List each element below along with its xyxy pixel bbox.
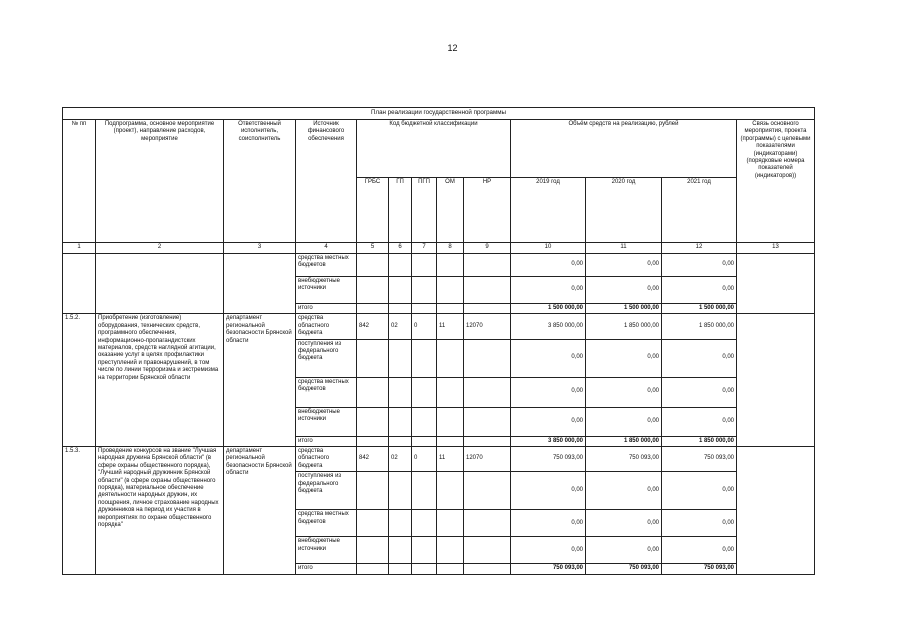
header-subprogram: Подпрограмма, основное мероприятие (проект), направление расходов, мероприятие <box>96 120 224 243</box>
header-responsible: Ответственный исполнитель, соисполнитель <box>224 120 296 243</box>
value-2021: 0,00 <box>662 407 737 436</box>
table-row <box>63 254 815 277</box>
total-label: итого <box>296 564 357 574</box>
header-volume: Объём средств на реализацию, рублей <box>511 120 737 178</box>
source-cell: поступления из федерального бюджета <box>296 339 357 377</box>
header-pgp: ПГП <box>412 178 437 243</box>
source-cell: средства местных бюджетов <box>296 510 357 537</box>
grbs-cell: 842 <box>357 447 389 472</box>
grbs-cell: 842 <box>357 314 389 339</box>
item-responsible: департамент региональной безопасности Брянской области <box>224 314 296 447</box>
pgp-cell: 0 <box>412 447 437 472</box>
item-number: 1.5.2. <box>63 314 96 447</box>
header-source: Источник финансового обеспечения <box>296 120 357 243</box>
value-2019: 3 850 000,00 <box>511 314 586 339</box>
value-2019: 0,00 <box>511 377 586 407</box>
header-2020: 2020 год <box>586 178 662 243</box>
item-name: Проведение конкурсов на звание "Лучшая народная дружина Брянской области" (в сфере охраны общественного порядка), "Лучший народный дружинник Брянской области" (в сфере охраны общественного порядка), материальное обеспечение деятельности народных дружин, их поощрения, личное страхование народных дружинников на период их участия в мероприятиях по охране общественного порядка" <box>96 447 224 575</box>
value-2020: 0,00 <box>586 510 662 537</box>
nr-cell: 12070 <box>464 447 511 472</box>
source-cell: средства местных бюджетов <box>296 377 357 407</box>
total-2020: 1 850 000,00 <box>586 436 662 446</box>
value-2019: 0,00 <box>511 472 586 510</box>
value-2021: 750 093,00 <box>662 447 737 472</box>
table-row <box>63 314 815 339</box>
nr-cell: 12070 <box>464 314 511 339</box>
header-budget-code: Код бюджетной классификации <box>357 120 511 178</box>
column-number: 13 <box>737 243 815 254</box>
om-cell: 11 <box>437 314 464 339</box>
value-2021: 1 850 000,00 <box>662 314 737 339</box>
column-number: 7 <box>412 243 437 254</box>
value-2020: 0,00 <box>586 277 662 304</box>
om-cell: 11 <box>437 447 464 472</box>
value-2021: 0,00 <box>662 510 737 537</box>
value-2020: 0,00 <box>586 407 662 436</box>
source-cell: внебюджетные источники <box>296 277 357 304</box>
value-2021: 0,00 <box>662 254 737 277</box>
column-number: 2 <box>96 243 224 254</box>
column-number: 6 <box>389 243 412 254</box>
value-2020: 0,00 <box>586 537 662 564</box>
column-number: 10 <box>511 243 586 254</box>
pgp-cell: 0 <box>412 314 437 339</box>
total-label: итого <box>296 436 357 446</box>
value-2021: 0,00 <box>662 472 737 510</box>
value-2020: 0,00 <box>586 254 662 277</box>
program-plan-table <box>62 107 815 575</box>
item-responsible: департамент региональной безопасности Брянской области <box>224 447 296 575</box>
header-gp: ГП <box>389 178 412 243</box>
value-2019: 0,00 <box>511 537 586 564</box>
header-num: № пп <box>63 120 96 243</box>
column-number: 11 <box>586 243 662 254</box>
total-2019: 1 500 000,00 <box>511 304 586 314</box>
header-link: Связь основного мероприятия, проекта (программы) с целевыми показателями (индикаторами) (порядковые номера показателей (индикаторов)) <box>737 120 815 243</box>
total-label: итого <box>296 304 357 314</box>
total-2020: 1 500 000,00 <box>586 304 662 314</box>
value-2020: 750 093,00 <box>586 447 662 472</box>
value-2021: 0,00 <box>662 537 737 564</box>
total-2020: 750 093,00 <box>586 564 662 574</box>
header-2019: 2019 год <box>511 178 586 243</box>
page-number: 12 <box>447 43 458 53</box>
value-2019: 0,00 <box>511 277 586 304</box>
table-row <box>63 447 815 472</box>
total-2021: 750 093,00 <box>662 564 737 574</box>
value-2020: 1 850 000,00 <box>586 314 662 339</box>
column-number: 8 <box>437 243 464 254</box>
source-cell: средства местных бюджетов <box>296 254 357 277</box>
source-cell: внебюджетные источники <box>296 407 357 436</box>
item-name: Приобретение (изготовление) оборудования, технических средств, программного обеспечения, информационно-пропагандистских материалов, средств наглядной агитации, оказание услуг в целях профилактики преступлений и правонарушений, в том числе по линии терроризма и экстремизма на территории Брянской области <box>96 314 224 447</box>
item-number: 1.5.3. <box>63 447 96 575</box>
value-2019: 0,00 <box>511 510 586 537</box>
column-number: 3 <box>224 243 296 254</box>
column-number: 1 <box>63 243 96 254</box>
value-2019: 750 093,00 <box>511 447 586 472</box>
total-2021: 1 500 000,00 <box>662 304 737 314</box>
value-2021: 0,00 <box>662 277 737 304</box>
total-2019: 750 093,00 <box>511 564 586 574</box>
source-cell: средства областного бюджета <box>296 447 357 472</box>
column-number: 9 <box>464 243 511 254</box>
source-cell: поступления из федерального бюджета <box>296 472 357 510</box>
header-grbs: ГРБС <box>357 178 389 243</box>
column-number: 4 <box>296 243 357 254</box>
source-cell: внебюджетные источники <box>296 537 357 564</box>
gp-cell: 02 <box>389 447 412 472</box>
value-2021: 0,00 <box>662 377 737 407</box>
value-2019: 0,00 <box>511 339 586 377</box>
header-2021: 2021 год <box>662 178 737 243</box>
value-2021: 0,00 <box>662 339 737 377</box>
value-2020: 0,00 <box>586 377 662 407</box>
value-2020: 0,00 <box>586 472 662 510</box>
value-2020: 0,00 <box>586 339 662 377</box>
total-2019: 3 850 000,00 <box>511 436 586 446</box>
column-numbers-row <box>63 243 815 254</box>
header-om: ОМ <box>437 178 464 243</box>
column-number: 5 <box>357 243 389 254</box>
column-number: 12 <box>662 243 737 254</box>
total-2021: 1 850 000,00 <box>662 436 737 446</box>
source-cell: средства областного бюджета <box>296 314 357 339</box>
table-title: План реализации государственной программы <box>63 108 815 120</box>
header-nr: НР <box>464 178 511 243</box>
value-2019: 0,00 <box>511 254 586 277</box>
gp-cell: 02 <box>389 314 412 339</box>
value-2019: 0,00 <box>511 407 586 436</box>
